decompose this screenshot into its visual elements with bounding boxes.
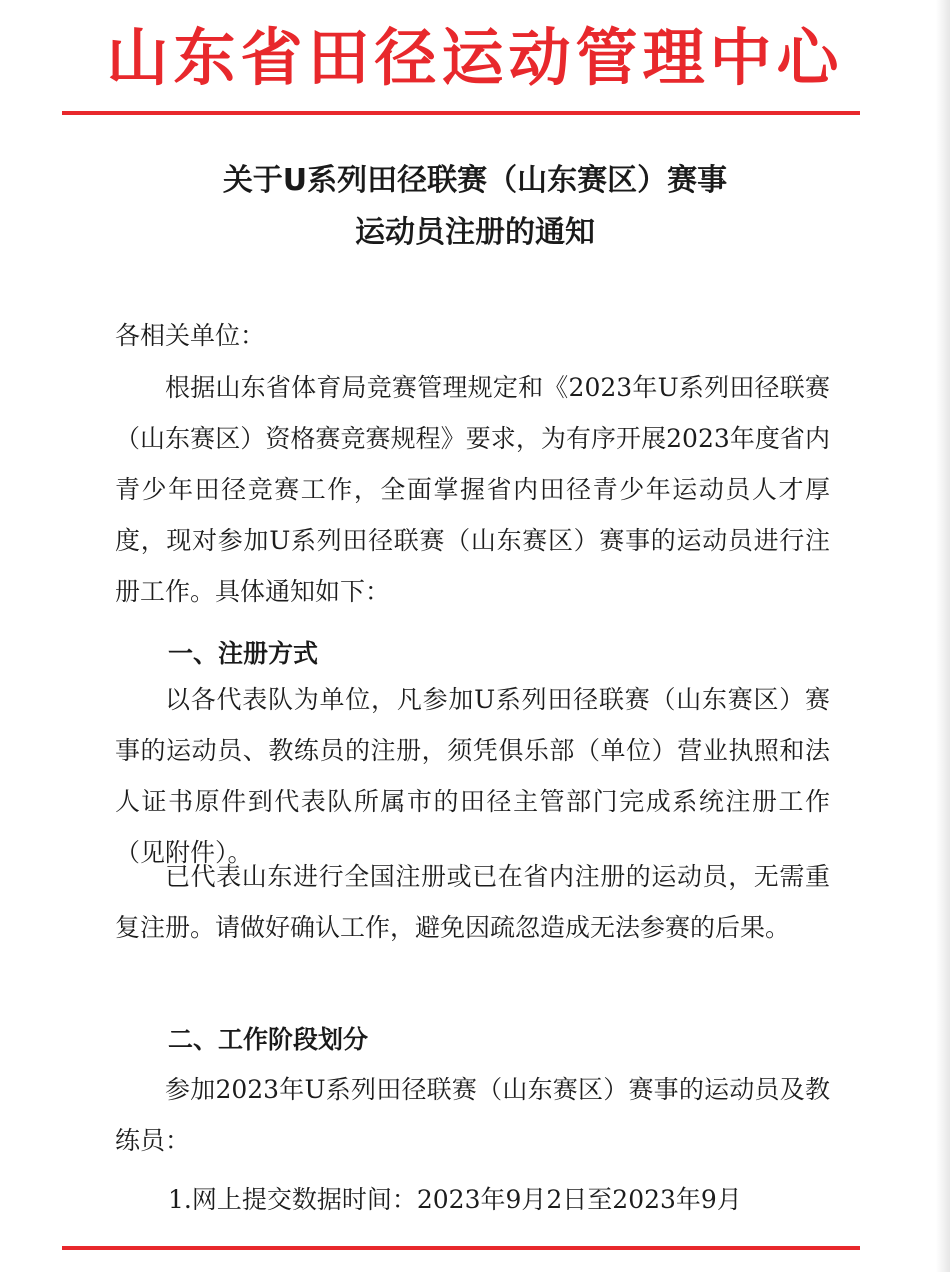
footer-divider [62,1246,860,1250]
document-title-line-1: 关于U系列田径联赛（山东赛区）赛事 [222,163,728,198]
letterhead-divider [62,111,860,115]
section-1-paragraph-1: 以各代表队为单位，凡参加U系列田径联赛（山东赛区）赛事的运动员、教练员的注册，须凭俱乐部（单位）营业执照和法人证书原件到代表队所属市的田径主管部门完成系统注册工作（见附件）。 [115,685,830,867]
section-1-paragraph-2: 已代表山东进行全国注册或已在省内注册的运动员，无需重复注册。请做好确认工作，避免因疏忽造成无法参赛的后果。 [115,862,830,942]
intro-paragraph: 根据山东省体育局竞赛管理规定和《2023年U系列田径联赛（山东赛区）资格赛竞赛规程》要求，为有序开展2023年度省内青少年田径竞赛工作，全面掌握省内田径青少年运动员人才厚度，现对参加U系列田径联赛（山东赛区）赛事的运动员进行注册工作。具体通知如下： [115,373,830,606]
section-1-heading: 一、注册方式 [168,639,319,668]
section-2-paragraph-1: 参加2023年U系列田径联赛（山东赛区）赛事的运动员及教练员： [115,1075,830,1155]
letterhead-title: 山东省田径运动管理中心 [106,21,844,94]
document-title-line-2: 运动员注册的通知 [355,215,595,250]
page-edge-shadow [936,0,950,1272]
salutation: 各相关单位： [115,321,266,350]
section-2-item-1: 1.网上提交数据时间：2023年9月2日至2023年9月 [168,1185,742,1214]
section-2-heading: 二、工作阶段划分 [168,1025,369,1054]
